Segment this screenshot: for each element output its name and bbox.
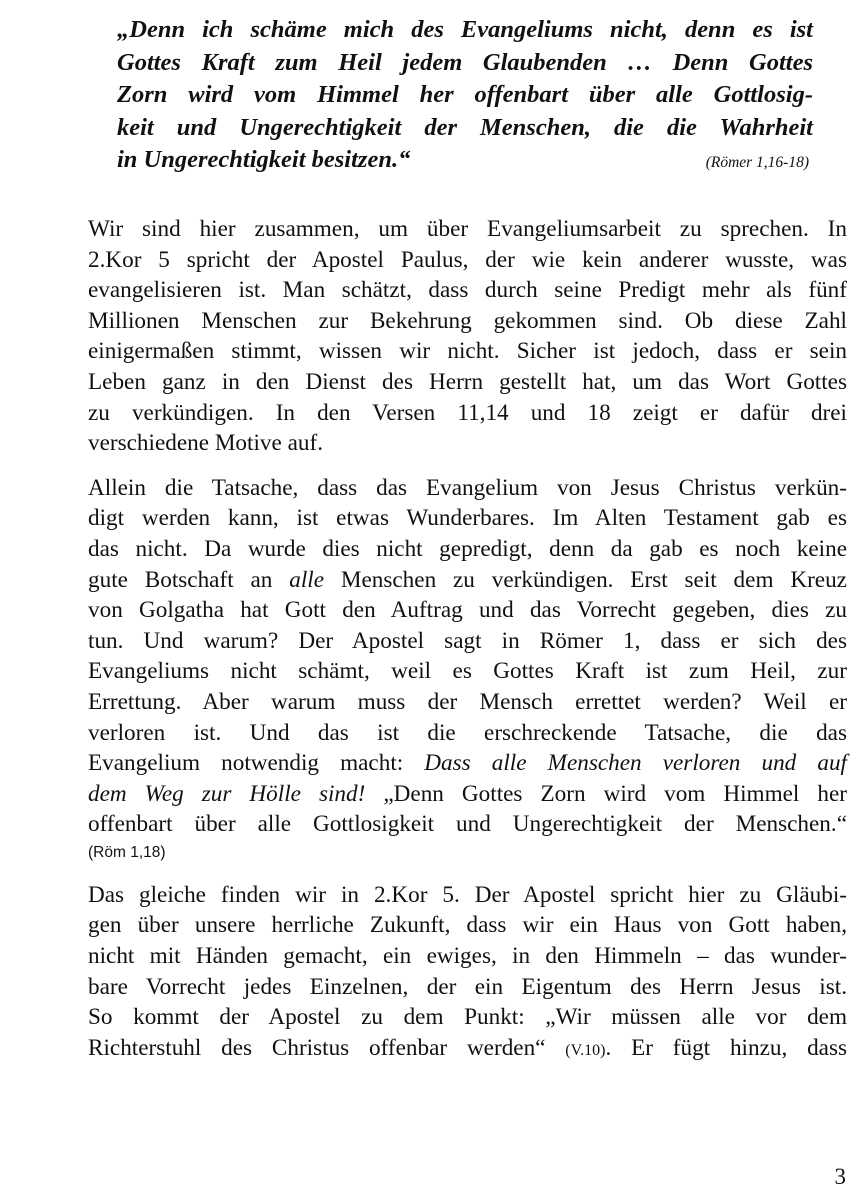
paragraph-2 <box>88 473 847 866</box>
epigraph-line: Zorn wird vom Himmel her offenbart über alle Gottlosig- <box>117 81 813 109</box>
epigraph-line: keit und Ungerechtigkeit der Menschen, die die Wahrheit <box>117 113 813 141</box>
text-line: Wir sind hier zusammen, um über Evangeliumsarbeit zu sprechen. In <box>88 216 847 242</box>
text-segment: Evangelium notwendig macht: <box>88 750 425 777</box>
text-segment: . Er fügt hinzu, dass <box>605 1034 848 1061</box>
epigraph-line: Gottes Kraft zum Heil jedem Glaubenden … Denn Gottes <box>117 48 813 76</box>
text-line: Das gleiche finden wir in 2.Kor 5. Der Apostel spricht hier zu Gläubi- <box>88 881 847 908</box>
text-line: Errettung. Aber warum muss der Mensch errettet werden? Weil er <box>88 688 847 715</box>
emphasis-text: Dass alle Menschen verloren und auf <box>424 750 847 777</box>
text-line: offenbart über alle Gottlosigkeit und Ungerechtigkeit der Menschen.“ <box>88 811 847 838</box>
epigraph-quote <box>117 14 813 177</box>
text-line: gen über unsere herrliche Zukunft, dass wir ein Haus von Gott haben, <box>88 912 847 939</box>
epigraph-line: „Denn ich schäme mich des Evangeliums nicht, denn es ist <box>117 16 813 43</box>
text-line: zu verkündigen. In den Versen 11,14 und 18 zeigt er dafür drei <box>88 399 847 426</box>
emphasis-text: dem Weg zur Hölle sind! <box>88 780 366 807</box>
paragraph-3 <box>88 880 847 1067</box>
text-line: 2.Kor 5 spricht der Apostel Paulus, der wie kein anderer wusste, was <box>88 246 847 273</box>
text-line: von Golgatha hat Gott den Auftrag und das Vorrecht gegeben, dies zu <box>88 597 847 624</box>
text-line: das nicht. Da wurde dies nicht gepredigt, denn da gab es noch keine <box>88 535 847 562</box>
text-line: verloren ist. Und das ist die erschreckende Tatsache, die das <box>88 719 847 746</box>
text-line <box>88 1033 847 1067</box>
text-line: bare Vorrecht jedes Einzelnen, der ein Eigentum des Herrn Jesus ist. <box>88 973 847 1000</box>
text-line: verschiedene Motive auf. <box>88 430 323 457</box>
text-line: Leben ganz in den Dienst des Herrn gestellt hat, um das Wort Gottes <box>88 368 847 395</box>
text-line: digt werden kann, ist etwas Wunderbares. Im Alten Testament gab es <box>88 505 847 532</box>
page-number: 3 <box>834 1164 846 1189</box>
text-segment: Richterstuhl des Christus offenbar werden“ <box>88 1034 566 1061</box>
verse-reference: (V.10) <box>565 1041 606 1059</box>
text-segment: Menschen zu verkündigen. Erst seit dem Kreuz <box>324 566 847 593</box>
text-segment: gute Botschaft an <box>88 566 290 593</box>
text-segment: „Denn Gottes Zorn wird vom Himmel her <box>365 780 847 807</box>
text-line: So kommt der Apostel zu dem Punkt: „Wir müssen alle vor dem <box>88 1004 847 1031</box>
text-line <box>88 779 847 810</box>
text-line <box>88 748 847 779</box>
text-line <box>88 565 847 596</box>
text-line: Millionen Menschen zur Bekehrung gekommen sind. Ob diese Zahl <box>88 307 847 334</box>
epigraph-reference: (Römer 1,16-18) <box>705 154 809 172</box>
paragraph-1 <box>88 214 847 459</box>
body-text <box>88 214 847 1080</box>
text-line: Evangeliums nicht schämt, weil es Gottes Kraft ist zum Heil, zur <box>88 658 847 685</box>
text-line: evangelisieren ist. Man schätzt, dass durch seine Predigt mehr als fünf <box>88 277 847 304</box>
emphasis-text: alle <box>289 566 325 593</box>
text-line: tun. Und warum? Der Apostel sagt in Römer 1, dass er sich des <box>88 627 847 654</box>
text-line: nicht mit Händen gemacht, ein ewiges, in den Himmeln – das wunder- <box>88 943 847 970</box>
epigraph-last-line <box>117 144 813 177</box>
text-line: Allein die Tatsache, dass das Evangelium von Jesus Christus verkün- <box>88 474 847 501</box>
epigraph-line: in Ungerechtigkeit besitzen.“ <box>117 146 411 174</box>
scripture-reference: (Röm 1,18) <box>88 843 166 861</box>
text-line: einigermaßen stimmt, wissen wir nicht. Sicher ist jedoch, dass er sein <box>88 338 847 365</box>
